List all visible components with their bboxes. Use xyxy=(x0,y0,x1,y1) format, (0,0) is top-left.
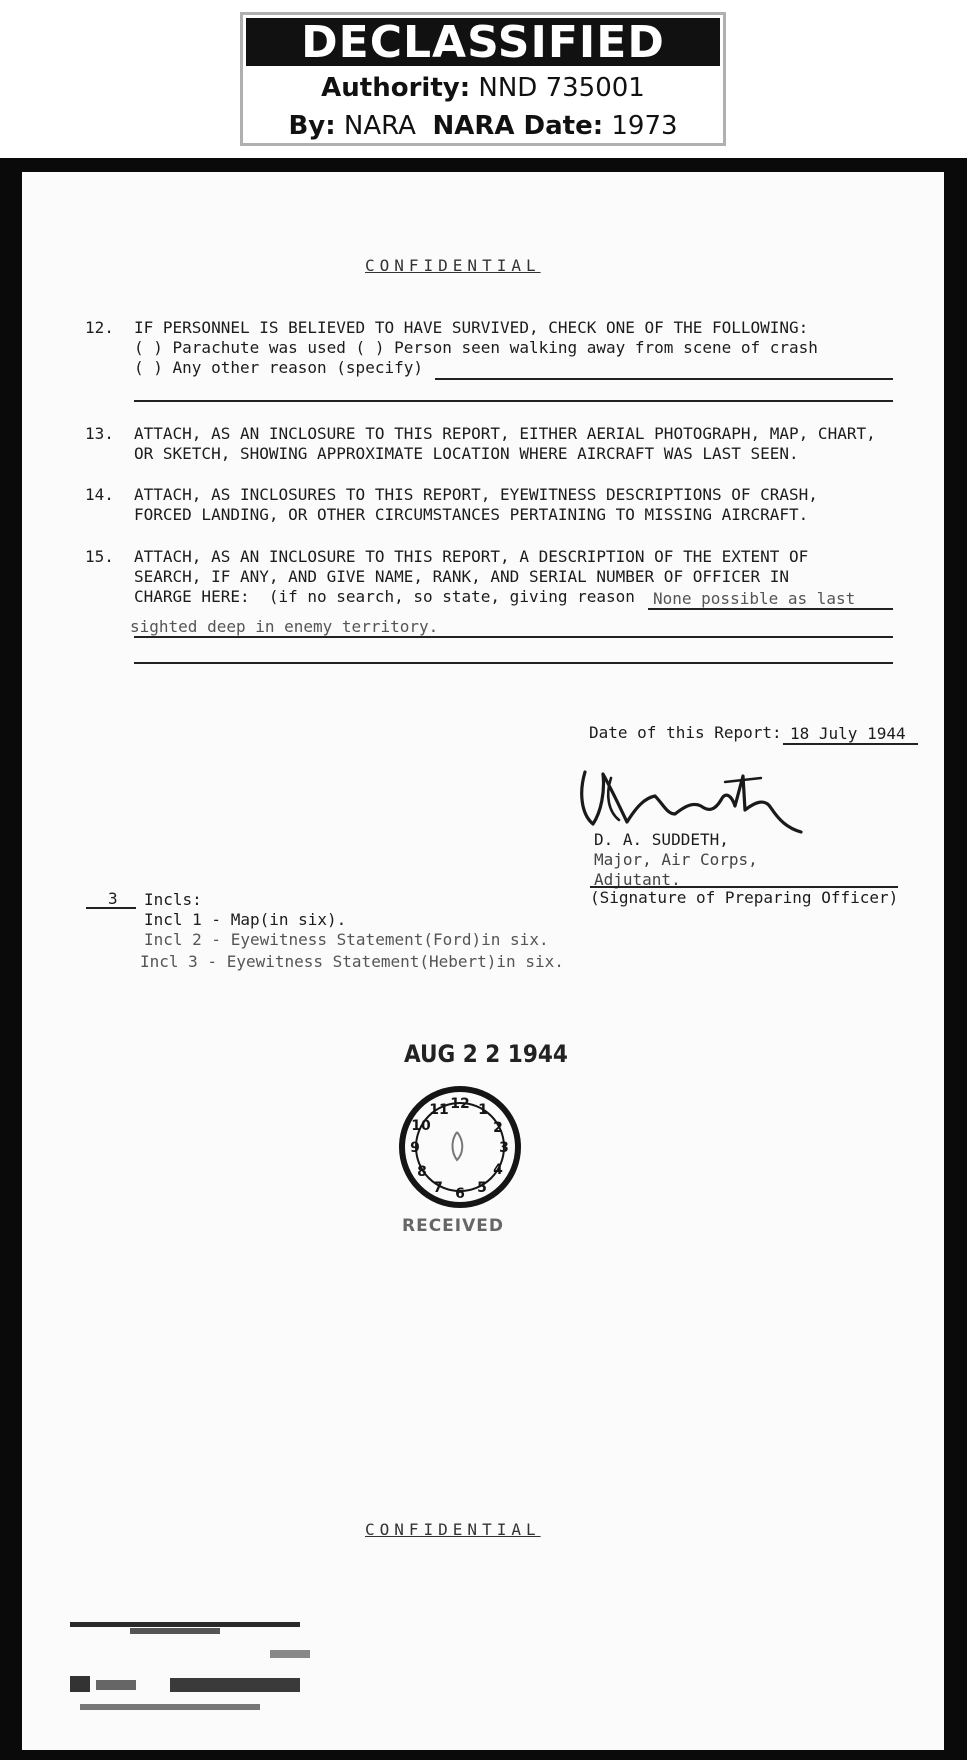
inclosure-3: Incl 3 - Eyewitness Statement(Hebert)in six. xyxy=(140,952,564,971)
svg-text:12: 12 xyxy=(450,1096,470,1112)
item-12-specify-line xyxy=(435,378,893,380)
item-15-number: 15. xyxy=(85,547,114,566)
authority-label: Authority: xyxy=(321,73,471,103)
svg-text:9: 9 xyxy=(410,1140,420,1156)
item-12-line1: IF PERSONNEL IS BELIEVED TO HAVE SURVIVED, CHECK ONE OF THE FOLLOWING: xyxy=(134,318,809,337)
item-15-answer-2: sighted deep in enemy territory. xyxy=(130,617,439,636)
officer-name: D. A. SUDDETH, xyxy=(594,830,729,849)
svg-text:2: 2 xyxy=(493,1120,503,1136)
report-date-label: Date of this Report: xyxy=(589,723,782,742)
svg-text:4: 4 xyxy=(493,1162,503,1178)
item-12-number: 12. xyxy=(85,318,114,337)
item-15-answer-1: None possible as last xyxy=(653,589,856,608)
item-15-answer-line-1 xyxy=(648,608,893,610)
svg-text:8: 8 xyxy=(417,1164,427,1180)
item-13-line2: OR SKETCH, SHOWING APPROXIMATE LOCATION WHERE AIRCRAFT WAS LAST SEEN. xyxy=(134,444,799,463)
report-date-line xyxy=(783,743,918,745)
received-stamp-date: AUG 2 2 1944 xyxy=(404,1040,568,1068)
nara-date-label: NARA Date: xyxy=(432,111,604,141)
nara-date-value: 1973 xyxy=(611,111,678,141)
item-14-number: 14. xyxy=(85,485,114,504)
svg-text:1: 1 xyxy=(478,1102,488,1118)
item-15-line3: CHARGE HERE: (if no search, so state, giving reason xyxy=(134,587,635,606)
svg-text:6: 6 xyxy=(455,1186,465,1202)
confidential-header: CONFIDENTIAL xyxy=(365,256,541,275)
item-14-line2: FORCED LANDING, OR OTHER CIRCUMSTANCES PERTAINING TO MISSING AIRCRAFT. xyxy=(134,505,809,524)
svg-text:7: 7 xyxy=(433,1180,443,1196)
item-12-line2: ( ) Parachute was used ( ) Person seen walking away from scene of crash xyxy=(134,338,818,357)
officer-signature xyxy=(575,752,805,838)
inclosure-1: Incl 1 - Map(in six). xyxy=(144,910,347,929)
inclosure-count-line xyxy=(86,907,136,909)
received-clock-stamp-icon xyxy=(395,1082,525,1212)
banner-authority xyxy=(243,69,723,107)
inclosure-label: Incls: xyxy=(144,890,202,909)
item-15-answer-line-2 xyxy=(134,636,893,638)
svg-text:10: 10 xyxy=(411,1118,431,1134)
inclosure-2: Incl 2 - Eyewitness Statement(Ford)in six. xyxy=(144,930,549,949)
scan-artifact xyxy=(60,1610,350,1720)
item-14-line1: ATTACH, AS INCLOSURES TO THIS REPORT, EYEWITNESS DESCRIPTIONS OF CRASH, xyxy=(134,485,818,504)
svg-text:11: 11 xyxy=(429,1102,449,1118)
by-label: By: xyxy=(288,111,336,141)
item-13-number: 13. xyxy=(85,424,114,443)
officer-rank: Major, Air Corps, xyxy=(594,850,758,869)
item-13-line1: ATTACH, AS AN INCLOSURE TO THIS REPORT, EITHER AERIAL PHOTOGRAPH, MAP, CHART, xyxy=(134,424,876,443)
item-15-line2: SEARCH, IF ANY, AND GIVE NAME, RANK, AND SERIAL NUMBER OF OFFICER IN xyxy=(134,567,790,586)
officer-title: Adjutant. xyxy=(594,870,681,889)
item-12-line3: ( ) Any other reason (specify) xyxy=(134,358,423,377)
banner-by xyxy=(243,107,723,145)
banner-title: DECLASSIFIED xyxy=(246,18,720,66)
authority-value: NND 735001 xyxy=(478,73,645,103)
inclosure-count: 3 xyxy=(108,889,118,908)
item-15-line1: ATTACH, AS AN INCLOSURE TO THIS REPORT, A DESCRIPTION OF THE EXTENT OF xyxy=(134,547,809,566)
confidential-footer: CONFIDENTIAL xyxy=(365,1520,541,1539)
svg-text:3: 3 xyxy=(499,1140,509,1156)
signature-caption: (Signature of Preparing Officer) xyxy=(590,888,899,907)
item-15-blank-line xyxy=(134,662,893,664)
item-12-blank-line xyxy=(134,400,893,402)
by-value: NARA xyxy=(343,111,416,141)
svg-text:5: 5 xyxy=(477,1180,487,1196)
declassified-banner xyxy=(240,12,726,146)
received-stamp-label: RECEIVED xyxy=(402,1216,504,1236)
report-date-value: 18 July 1944 xyxy=(790,724,906,743)
